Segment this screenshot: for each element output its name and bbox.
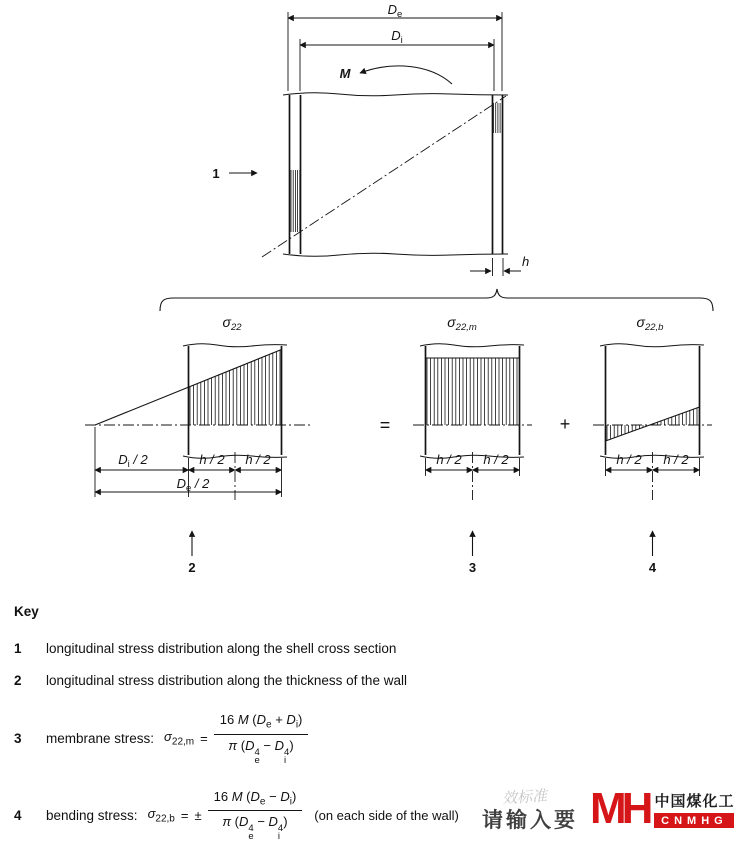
key-title: Key (14, 604, 39, 619)
bending-stress-diagram (593, 314, 712, 575)
key-item-text: longitudinal stress distribution along the shell cross section (46, 641, 397, 656)
moment-arrow (360, 66, 452, 84)
bending-stress-formula (148, 789, 459, 842)
numerator: 16 M $(D_e + D_i)$ (214, 712, 309, 735)
brace (160, 289, 713, 311)
half-thickness-label: h / 2 (199, 452, 225, 467)
cnmhg-logo (590, 784, 734, 834)
fraction (214, 712, 309, 765)
wall-top-break-line (600, 344, 704, 347)
key-item-text: membrane stress: (46, 730, 155, 746)
outer-diameter-label: $D_e$ (387, 2, 403, 20)
plus-minus: ± (194, 807, 202, 823)
right-wall-stress-hatch (494, 103, 501, 133)
outer-radius-label: $D_e / 2$ (176, 476, 210, 494)
formula-note: (on each side of the wall) (314, 807, 459, 823)
logo-mh-mark: MH (590, 784, 649, 833)
formula-lhs: $\sigma_{22,m}$ (164, 729, 195, 748)
key-item-number: 4 (14, 807, 22, 823)
equals-sign: = (379, 415, 391, 435)
wall-thickness-label: h (522, 254, 530, 269)
denominator: π (D 4 e − D 4 i ) (222, 814, 288, 843)
equals: = (180, 807, 189, 823)
watermark (478, 784, 738, 842)
inner-diameter-label: $D_i$ (391, 28, 403, 46)
membrane-stress-formula (164, 712, 308, 765)
key-item-1 (14, 641, 726, 656)
half-thickness-label: h / 2 (483, 452, 509, 467)
plus-sign: + (559, 414, 571, 434)
sigma22b-label: $\sigma_{22,b}$ (636, 314, 664, 333)
key-item-2 (14, 673, 726, 688)
stress-hatch (190, 350, 280, 425)
fraction (208, 789, 303, 842)
callout-4-label: 4 (648, 560, 657, 575)
logo-text-block (654, 790, 734, 828)
stress-slope-line (606, 407, 700, 441)
logo-latin-name: CNMHG (654, 813, 734, 828)
shell-section-figure (212, 2, 529, 276)
formula-lhs: $\sigma_{22,b}$ (147, 805, 175, 825)
key-item-3 (14, 712, 726, 765)
membrane-stress-diagram (413, 314, 532, 575)
stress-distribution-axis (262, 96, 506, 257)
shell-top-break-line (283, 93, 508, 96)
watermark-prompt-text: 请输入要 (482, 809, 578, 832)
key-item-number: 1 (14, 641, 22, 656)
key-item-text: bending stress: (46, 807, 138, 823)
key-item-number: 3 (14, 730, 22, 746)
equals: = (200, 730, 208, 746)
wall-top-break-line (420, 344, 524, 347)
callout-2-label: 2 (188, 560, 196, 575)
key-item-number: 2 (14, 673, 22, 688)
half-thickness-label: h / 2 (663, 452, 689, 467)
wall-top-break-line (183, 344, 287, 347)
inner-radius-label: $D_i / 2$ (118, 452, 148, 470)
total-stress-diagram (85, 314, 312, 575)
shell-bottom-break-line (283, 253, 508, 256)
half-thickness-label: h / 2 (616, 452, 642, 467)
left-wall-stress-hatch (291, 170, 300, 232)
numerator: 16 M $(D_e - D_i)$ (208, 789, 303, 812)
callout-1-label: 1 (212, 166, 220, 181)
sigma22-label: $\sigma_{22}$ (222, 314, 242, 333)
watermark-faint-text: 效标准 (501, 787, 548, 808)
half-thickness-label: h / 2 (436, 452, 462, 467)
stress-hatch (427, 358, 517, 425)
sigma22m-label: $\sigma_{22,m}$ (447, 314, 477, 333)
logo-chinese-name: 中国煤化工 (654, 793, 735, 810)
half-thickness-label: h / 2 (245, 452, 271, 467)
moment-label: M (339, 66, 351, 81)
denominator: π (D 4 e − D 4 i ) (228, 737, 294, 766)
callout-3-label: 3 (468, 560, 477, 575)
key-item-text: longitudinal stress distribution along the thickness of the wall (46, 673, 407, 688)
